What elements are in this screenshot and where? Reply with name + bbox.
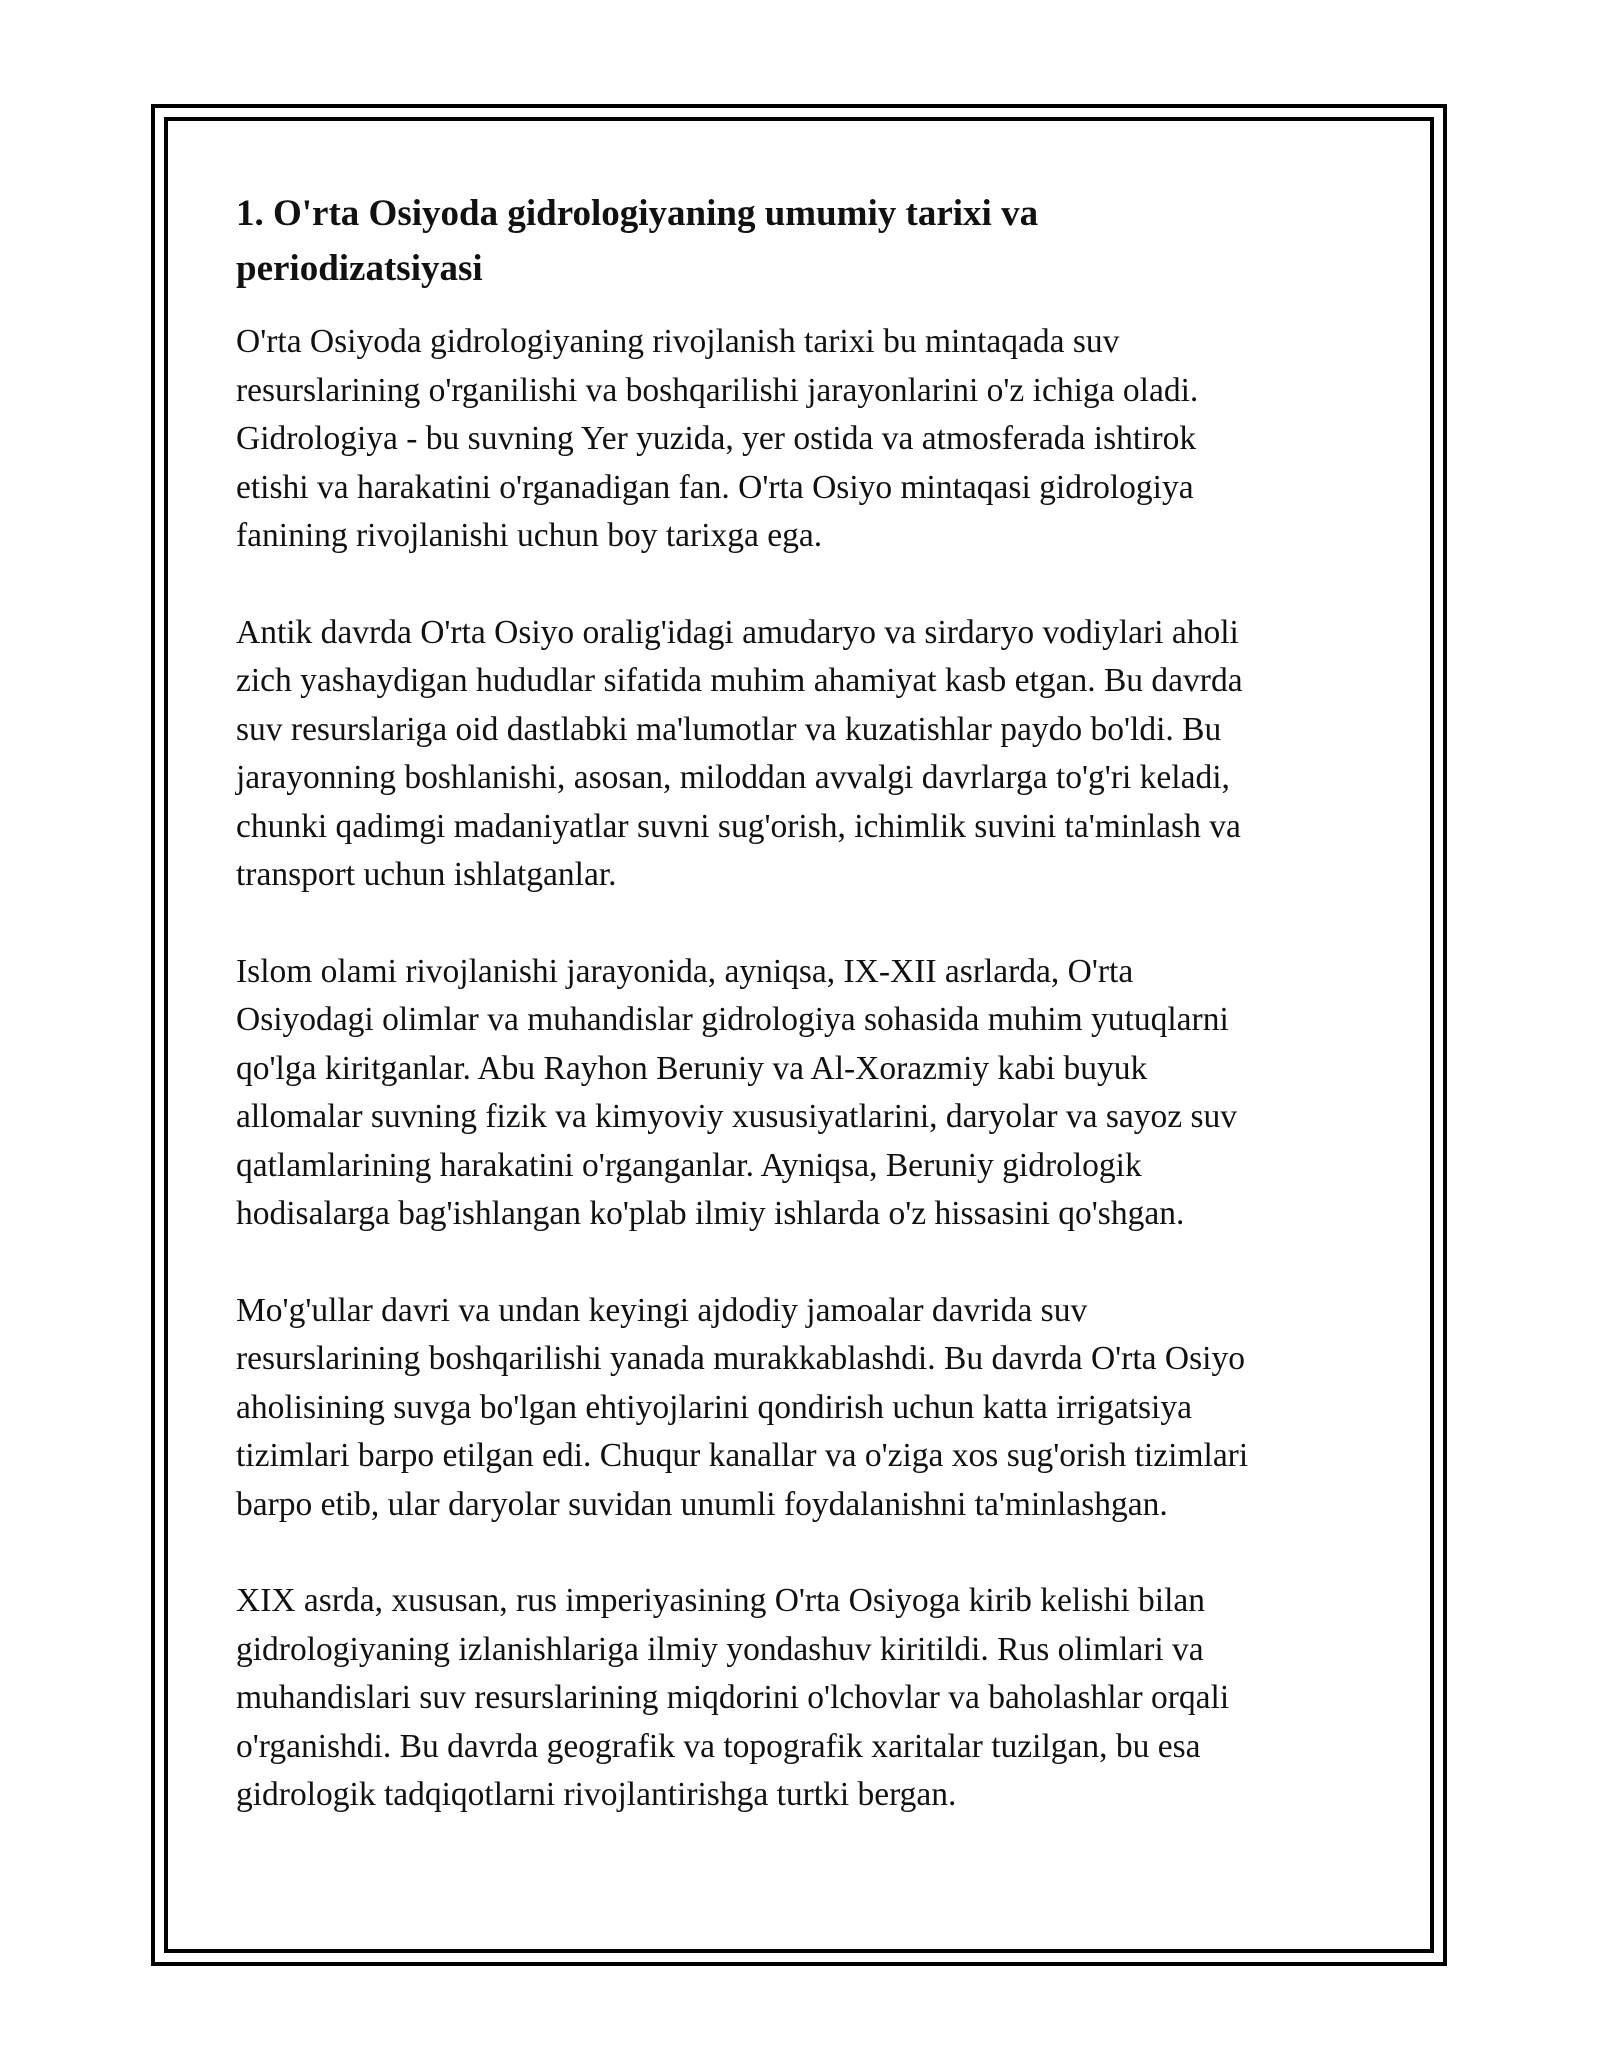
text-line: gidrologiyaning izlanishlariga ilmiy yondashuv kiritildi. Rus olimlari va	[236, 1630, 1204, 1668]
text-line: Mo'g'ullar davri va undan keyingi ajdodiy jamoalar davrida suv	[236, 1291, 1088, 1329]
text-line: resurslarining boshqarilishi yanada murakkablashdi. Bu davrda O'rta Osiyo	[236, 1340, 1245, 1377]
text-line: etishi va harakatini o'rganadigan fan. O'rta Osiyo mintaqasi gidrologiya	[236, 468, 1194, 506]
text-line: Gidrologiya - bu suvning Yer yuzida, yer ostida va atmosferada ishtirok	[236, 420, 1197, 457]
section-title-line: periodizatsiyasi	[236, 248, 483, 289]
text-line: suv resurslariga oid dastlabki ma'lumotlar va kuzatishlar paydo bo'ldi. Bu	[236, 710, 1222, 748]
text-line: O'rta Osiyoda gidrologiyaning rivojlanish tarixi bu mintaqada suv	[236, 323, 1120, 360]
text-line: XIX asrda, xususan, rus imperiyasining O'rta Osiyoga kirib kelishi bilan	[236, 1582, 1205, 1619]
text-line: hodisalarga bag'ishlangan ko'plab ilmiy ishlarda o'z hissasini qo'shgan.	[236, 1195, 1185, 1232]
text-line: allomalar suvning fizik va kimyoviy xususiyatlarini, daryolar va sayoz suv	[236, 1098, 1238, 1135]
text-line: barpo etib, ular daryolar suvidan unumli foydalanishni ta'minlashgan.	[236, 1485, 1168, 1523]
text-line: resurslarining o'rganilishi va boshqarilishi jarayonlarini o'z ichiga oladi.	[236, 371, 1199, 409]
paragraph-4	[236, 1287, 1366, 1530]
paragraph-3	[236, 948, 1366, 1239]
section-title-line: 1. O'rta Osiyoda gidrologiyaning umumiy tarixi va	[236, 193, 1039, 234]
section-title	[236, 186, 1366, 296]
paragraph-5	[236, 1577, 1366, 1820]
text-line: tizimlari barpo etilgan edi. Chuqur kanallar va o'ziga xos sug'orish tizimlari	[236, 1437, 1249, 1474]
text-line: o'rganishdi. Bu davrda geografik va topografik xaritalar tuzilgan, bu esa	[236, 1727, 1201, 1765]
text-line: Osiyodagi olimlar va muhandislar gidrologiya sohasida muhim yutuqlarni	[236, 1001, 1229, 1038]
text-line: fanining rivojlanishi uchun boy tarixga ega.	[236, 517, 823, 554]
text-line: chunki qadimgi madaniyatlar suvni sug'orish, ichimlik suvini ta'minlash va	[236, 807, 1241, 845]
text-line: zich yashaydigan hududlar sifatida muhim ahamiyat kasb etgan. Bu davrda	[236, 662, 1243, 699]
text-line: Antik davrda O'rta Osiyo oralig'idagi amudaryo va sirdaryo vodiylari aholi	[236, 613, 1239, 651]
paragraph-2	[236, 609, 1366, 900]
text-line: transport uchun ishlatganlar.	[236, 856, 617, 893]
text-line: qatlamlarining harakatini o'rganganlar. Ayniqsa, Beruniy gidrologik	[236, 1146, 1142, 1184]
text-line: gidrologik tadqiqotlarni rivojlantirishga turtki bergan.	[236, 1776, 957, 1813]
document-content	[236, 186, 1366, 1868]
text-line: Islom olami rivojlanishi jarayonida, ayniqsa, IX-XII asrlarda, O'rta	[236, 952, 1134, 990]
text-line: qo'lga kiritganlar. Abu Rayhon Beruniy va Al-Xorazmiy kabi buyuk	[236, 1049, 1148, 1087]
text-line: aholisining suvga bo'lgan ehtiyojlarini qondirish uchun katta irrigatsiya	[236, 1388, 1192, 1426]
text-line: jarayonning boshlanishi, asosan, miloddan avvalgi davrlarga to'g'ri keladi,	[236, 759, 1230, 796]
text-line: muhandislari suv resurslarining miqdorini o'lchovlar va baholashlar orqali	[236, 1679, 1230, 1716]
paragraph-1	[236, 318, 1366, 561]
